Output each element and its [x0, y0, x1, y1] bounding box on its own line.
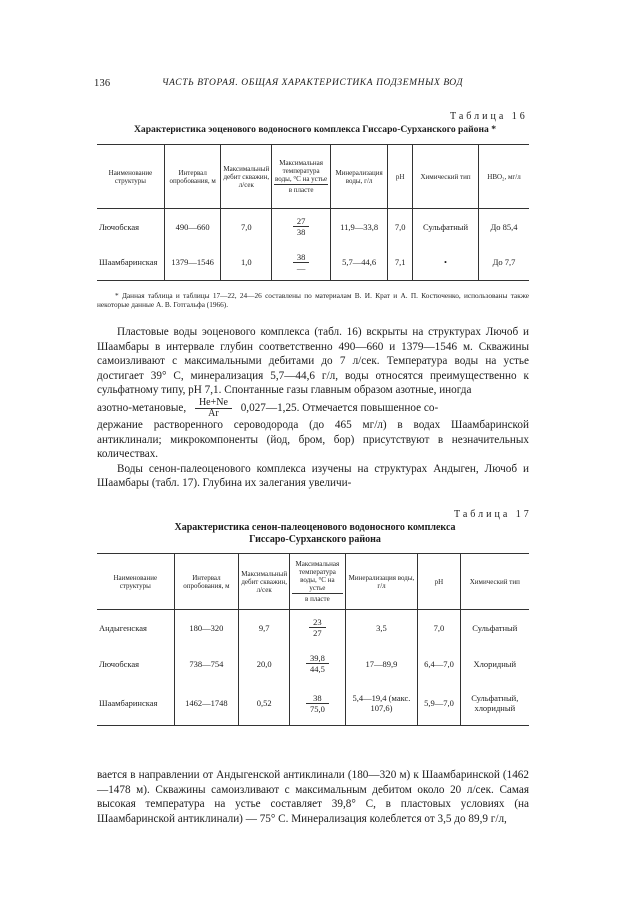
table17-caption — [100, 522, 530, 546]
cell-debit: 20,0 — [239, 646, 290, 682]
header-interval: Интервал опробования, м — [174, 554, 239, 610]
cell-debit: 9,7 — [239, 610, 290, 646]
gas-value: 0,027—1,25. Отмечается повышенное со- — [240, 402, 439, 415]
cell-structure: Лючобская — [99, 221, 140, 232]
header-mineralization: Минерализация воды, г/л — [345, 554, 418, 610]
header-temperature-bottom: в пласте — [305, 595, 330, 603]
temp-top-value: 39,8 — [306, 653, 329, 664]
cell-mineralization: 5,4—19,4 (макс. 107,6) — [345, 682, 418, 726]
header-structure: Наименование структуры — [108, 168, 153, 185]
cell-mineralization: 17—89,9 — [345, 646, 418, 682]
table17-caption-line2: Гиссаро-Сурханского района — [249, 534, 381, 545]
table16 — [97, 144, 529, 281]
cell-ph: 5,9—7,0 — [418, 682, 460, 726]
temp-top-value: 38 — [293, 252, 310, 263]
cell-structure: Шаамбаринская — [99, 698, 158, 709]
running-header — [94, 78, 514, 92]
header-temperature-bottom: в пласте — [288, 186, 314, 194]
cell-chemical-type: Сульфатный — [460, 610, 529, 646]
cell-structure: Шаамбаринская — [99, 257, 158, 268]
table16-footnote: * Данная таблица и таблицы 17—22, 24—26 составлены по материалам В. И. Крат и А. П. Костюченко, использованы также некоторые данные А. В. Готгальфа (1966). — [97, 291, 529, 309]
cell-structure: Лючобская — [99, 658, 140, 669]
header-ph: pH — [388, 145, 413, 209]
header-temperature-top: Максимальная температура воды, °С на устье — [275, 159, 328, 183]
cell-mineralization: 11,9—33,8 — [330, 209, 387, 245]
body-text-2 — [97, 768, 529, 826]
temp-top-value: 23 — [309, 617, 326, 628]
cell-interval: 180—320 — [174, 610, 239, 646]
gas-fraction-num: He+Ne — [195, 398, 232, 409]
cell-temperature — [290, 646, 346, 682]
cell-ph: 7,0 — [388, 209, 413, 245]
temp-bottom-value: 27 — [313, 628, 322, 639]
paragraph: Пластовые воды эоценового комплекса (табл. 16) вскрыты на структурах Лючоб и Шаамбары в интервале глубин соответственно 490—660 и 1379—1546 м. Скважины самоизливают с максимальными дебитами до 7 л/сек. Температура воды на устье достигает 39° С, минерализация 5,7—44,6 г/л, воды относятся преимущественно к сульфатному типу, pH 7,1. Спонтанные газы главным образом азотные, иногда — [97, 326, 529, 397]
header-hbo2: HBO₂, мг/л — [479, 145, 530, 209]
gas-fraction — [195, 398, 232, 419]
header-debit: Максимальный дебит скважин, л/сек — [221, 145, 272, 209]
paragraph: вается в направлении от Андыгенской антиклинали (180—320 м) к Шаамбаринской (1462—1478 м). Скважины самоизливают с максимальным дебитом около 20 л/сек. Самая высокая температура на устье составляет 39,8° С, в пластовых условиях (на Шаамбаринской антиклинали) — 75° С. Минерализация колеблется от 3,5 до 89,9 г/л, — [97, 769, 529, 825]
header-temperature-top: Максимальная температура воды, °С на устье — [292, 560, 343, 594]
body-text-1 — [97, 325, 529, 491]
temp-bottom-value: 75,0 — [309, 703, 325, 714]
header-temperature — [272, 145, 331, 209]
table17 — [97, 553, 529, 726]
cell-ph: 7,0 — [418, 610, 460, 646]
cell-interval: 490—660 — [164, 209, 221, 245]
cell-interval: 1379—1546 — [164, 245, 221, 281]
table17-label: Таблица 17 — [454, 509, 532, 520]
gas-formula-line — [97, 398, 529, 418]
table16-label: Таблица 16 — [450, 111, 528, 122]
paragraph: Воды сенон-палеоценового комплекса изучены на структурах Андыген, Лючоб и Шаамбары (табл. 17). Глубина их залегания увеличи- — [97, 462, 529, 490]
cell-ph: 6,4—7,0 — [418, 646, 460, 682]
cell-debit: 7,0 — [221, 209, 272, 245]
paragraph: держание растворенного сероводорода (до 465 мг/л) в водах Шаамбаринской антиклинали; микрокомпоненты (йод, бром, бор) присутствуют в незначительных количествах. — [97, 418, 529, 461]
cell-chemical-type: Сульфатный, хлоридный — [460, 682, 529, 726]
table-row — [97, 209, 529, 245]
header-ph: pH — [418, 554, 460, 610]
table-row — [97, 682, 529, 726]
table-row — [97, 610, 529, 646]
table17-caption-line1: Характеристика сенон-палеоценового водоносного комплекса — [174, 522, 456, 533]
temp-bottom-value: 44,5 — [309, 664, 325, 674]
temp-top-value: 38 — [306, 693, 329, 704]
header-structure: Наименование структуры — [113, 573, 158, 590]
page-number: 136 — [94, 78, 111, 89]
header-chemical-type: Химический тип — [413, 145, 479, 209]
running-title: ЧАСТЬ ВТОРАЯ. ОБЩАЯ ХАРАКТЕРИСТИКА ПОДЗЕМНЫХ ВОД — [162, 78, 464, 88]
table-row — [97, 245, 529, 281]
cell-mineralization: 3,5 — [345, 610, 418, 646]
header-mineralization: Минерализация воды, г/л — [330, 145, 387, 209]
cell-interval: 738—754 — [174, 646, 239, 682]
cell-chemical-type: • — [413, 245, 479, 281]
gas-word: азотно-метановые, — [97, 402, 187, 415]
temp-bottom-value: 38 — [296, 227, 306, 238]
header-chemical-type: Химический тип — [460, 554, 529, 610]
header-temperature — [290, 554, 346, 610]
cell-temperature — [272, 209, 331, 245]
table16-block — [97, 144, 529, 309]
cell-interval: 1462—1748 — [174, 682, 239, 726]
temp-top-value: 27 — [293, 216, 310, 227]
cell-hbo2: До 85,4 — [479, 209, 530, 245]
cell-ph: 7,1 — [388, 245, 413, 281]
cell-hbo2: До 7,7 — [479, 245, 530, 281]
temp-bottom-value: — — [296, 262, 306, 273]
cell-temperature — [290, 682, 346, 726]
cell-chemical-type: Хлоридный — [460, 646, 529, 682]
cell-debit: 0,52 — [239, 682, 290, 726]
header-interval: Интервал опробования, м — [164, 145, 221, 209]
table-row — [97, 646, 529, 682]
cell-debit: 1,0 — [221, 245, 272, 281]
cell-temperature — [290, 610, 346, 646]
header-debit: Максимальный дебит скважин, л/сек — [239, 554, 290, 610]
cell-temperature — [272, 245, 331, 281]
table17-block — [97, 553, 529, 726]
table16-caption: Характеристика эоценового водоносного комплекса Гиссаро-Сурханского района * — [133, 124, 496, 135]
gas-fraction-den: Ar — [208, 407, 219, 419]
cell-chemical-type: Сульфатный — [413, 209, 479, 245]
cell-mineralization: 5,7—44,6 — [330, 245, 387, 281]
cell-structure: Андыгенская — [99, 622, 147, 633]
